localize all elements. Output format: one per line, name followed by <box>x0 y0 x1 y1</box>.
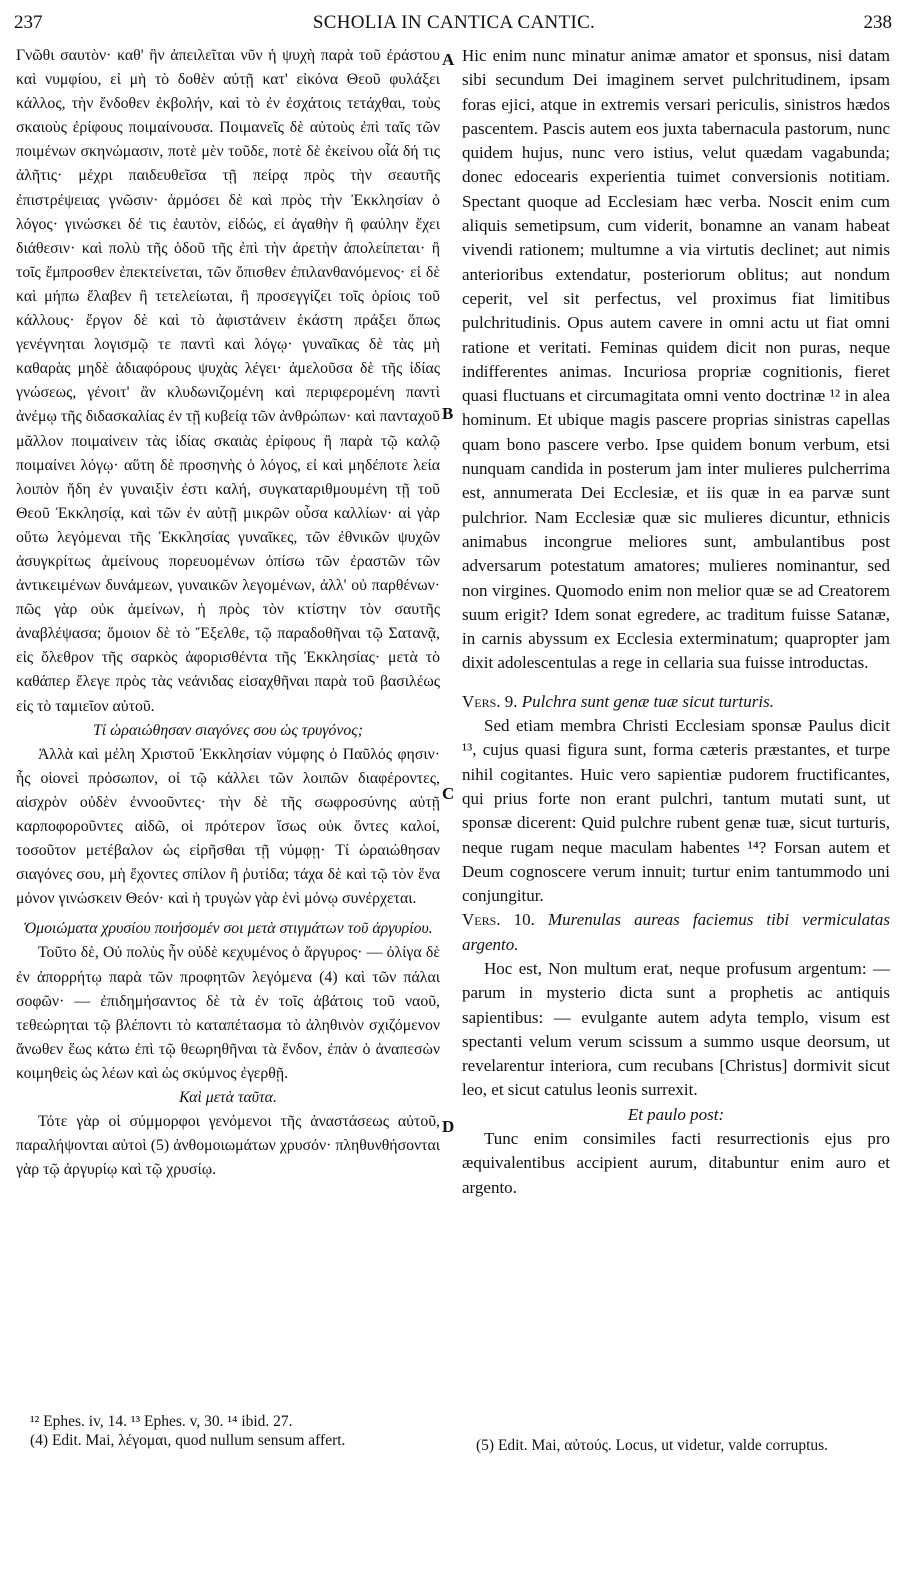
verse-10-text: Murenulas aureas faciemus tibi vermiculatas argento. <box>462 910 890 954</box>
verse-9-label: Vers. 9. <box>462 691 518 711</box>
page-number-left: 237 <box>14 12 43 33</box>
footnote-references: ¹² Ephes. iv, 14. ¹³ Ephes. v, 30. ¹⁴ ibid. 27. <box>30 1413 293 1430</box>
latin-column <box>462 44 890 1200</box>
verse-10-heading <box>462 908 890 957</box>
margin-marker-d: D <box>442 1117 455 1136</box>
footnote-4: (4) Edit. Mai, λέγομαι, quod nullum sensum affert. <box>30 1432 346 1449</box>
footnote-5: (5) Edit. Mai, αὐτούς. Locus, ut videtur, valde corruptus. <box>476 1437 829 1454</box>
greek-lemma-3: Καὶ μετὰ ταῦτα. <box>179 1089 277 1107</box>
verse-9-heading <box>462 690 890 714</box>
latin-paragraph-2: Sed etiam membra Christi Ecclesiam sponsæ Paulus dicit ¹³, cujus quasi figura sunt, forma cæteris præstantes, et turpe nihil cogitantes. Huic vero sapientiæ pudorem fructificantes, qui prius forte non erant pulchri, tantum mutati sunt, ut sponsæ dicerent: Quid pulchre rubent genæ tuæ, sicut turturis, neque rugam neque maculam habentes ¹⁴? Forsan autem et Deum cognoscere verum innuit; turtur enim tantummodo uni conjungitur. <box>462 716 890 906</box>
latin-paragraph-4: Tunc enim consimiles facti resurrectionis ejus pro æquivalentibus accipient aurum, ditabuntur enim auro et argento. <box>462 1129 890 1197</box>
greek-lemma-2: Ὁμοιώματα χρυσίου ποιήσομέν σοι μετὰ στιγμάτων τοῦ ἀργυρίου. <box>23 920 433 938</box>
footnotes-right <box>476 1436 886 1455</box>
latin-paragraph-3: Hoc est, Non multum erat, neque profusum argentum: — parum in mysterio dicta sunt a prophetis ac antiquis sapientibus: — evulgante autem adyta templo, visum est spectanti velum verum scissum a summo usque deorsum, ut revelarentur interiora, cum recubans [Christus] dormivit sicut leo, et sicut catulus leonis surrexit. <box>462 958 890 1100</box>
greek-paragraph-4: Τότε γὰρ οἱ σύμμορφοι γενόμενοι τῆς ἀναστάσεως αὐτοῦ, παραλήψονται αὐτοὶ (5) ἀνθομοιωμάτων χρυσόν· πληθυνθήσονται γὰρ τῷ ἀργυρίῳ καὶ τῷ χρυσίῳ. <box>16 1113 440 1179</box>
greek-lemma-1: Τί ὡραιώθησαν σιαγόνες σου ὡς τρυγόνος; <box>93 721 363 739</box>
latin-paragraph-1: Hic enim nunc minatur animæ amator et sponsus, nisi datam sibi secundum Dei imaginem servet pulchritudinem, ipsam foras ejici, atque in extremis versari periculis, sinistros hædos pascentem. Pascis autem eos juxta tabernacula pastorum, nunc quidem hujus, nunc vero istius, velut quædam vagabunda; donec edocearis experientia tuimet conversionis notitiam. Spectant quoque ad Ecclesiam hæc verba. Noscit enim cum aliquis semetipsum, cum viderit, bonamne an vanam habeat vivendi rationem; multumne a via virtutis declinet; aut nimis anterioribus extendatur, posteriorum oblitus; aut nondum ceperit, vel sit perfectus, vel proximus fiat limitibus pulchritudinis. Opus autem cavere in omni actu ut fiat omni ratione et veritati. Feminas quidem dicit non puras, neque indifferentes animas. Incuriosa propriæ cognitionis, fieret quasi fluctuans et circumagitata omni vento doctrinæ ¹² in alea hominum. Et ubique magis pascere proprias sinistras capellas quam bono pascere verbo. Ipse quidem bonum verbum, etsi nunquam candida in posterum jam inter mulieres pulcherrima est, annumerata Dei Ecclesiæ, et iis quæ in ea parvæ sunt pulchrior. Nam Ecclesiæ quæ sic mulieres dicuntur, ethnicis animabus incongrue meliores sunt, ambulantibus post adversarum potestatum amatores; mulieres nominantur, sed non virgines. Quomodo enim non melior quæ se ad Creatorem suum erigit? Idem sonat egredere, ac traditum fuisse Satanæ, in carnis abyssum ex Ecclesia exterminatum; quapropter jam dixit adolescentulas a rege in cellaria sua fuisse introductas. <box>462 46 890 673</box>
page-number-right: 238 <box>863 12 892 33</box>
margin-marker-b: B <box>442 404 454 423</box>
verse-10-label: Vers. 10. <box>462 910 535 930</box>
running-title: SCHOLIA IN CANTICA CANTIC. <box>312 12 596 33</box>
footnotes-left <box>30 1412 440 1450</box>
page-header <box>10 12 898 38</box>
greek-paragraph-3: Τοῦτο δὲ, Οὐ πολὺς ἦν οὐδὲ κεχυμένος ὁ ἄργυρος· — ὀλίγα δὲ ἐν ἀπορρήτῳ παρὰ τῶν προφητῶν λεγόμενα (4) καὶ τῶν πάλαι σοφῶν· — ἐπιδημήσαντος δὲ τὰ ἐν τοῖς ἀβάτοις τοῦ ναοῦ, τεθεώρηται τῷ βλέποντι τὸ καταπέτασμα τὸ ἀληθινὸν σχιζόμενον ἄνωθεν ἕως κάτω ἐπὶ τῷ θεωρηθῆναι τὰ ἔνδον, ἐπὰν ὁ ἀναπεσὼν κοιμηθεὶς ὡς λέων καὶ ὡς σκύμνος ἐγερθῇ. <box>16 944 440 1082</box>
greek-paragraph-2: Ἀλλὰ καὶ μέλη Χριστοῦ Ἐκκλησίαν νύμφης ὁ Παῦλός φησιν· ἧς οἱονεὶ πρόσωπον, οἱ τῷ κάλλει τῶν λοιπῶν διαφέροντες, αἰσχρὸν οὐδὲν ἐννοοῦντες· τὴν δὲ τῆς σωφροσύνης αὐτῇ καρποφοροῦντες αἰδῶ, οἱ πρότερον ἴσως οὐκ ὄντες καλοί, τοσοῦτον μετέβαλον ὡς εἰρῆσθαι τῇ νύμφῃ· Τί ὡραιώθησαν σιαγόνες σου, μὴ ἔχοντες σπίλον ἢ ῥυτίδα; τάχα δὲ καὶ τῷ τὸν ἕνα μόνον γινώσκειν Θεόν· καὶ ἡ τρυγὼν γὰρ ἑνὶ μόνῳ συνέρχεται. <box>16 745 440 908</box>
latin-lemma: Et paulo post: <box>627 1104 725 1124</box>
margin-marker-c: C <box>442 784 455 803</box>
verse-9-text: Pulchra sunt genæ tuæ sicut turturis. <box>521 691 774 711</box>
greek-column <box>16 44 440 1182</box>
margin-marker-a: A <box>442 50 455 69</box>
greek-paragraph-1: Γνῶθι σαυτὸν· καθ' ἣν ἀπειλεῖται νῦν ἡ ψυχὴ παρὰ τοῦ ἐράστου καὶ νυμφίου, εἰ μὴ τὸ δοθὲν αὐτῇ κατ' εἰκόνα Θεοῦ φυλάξει κάλλος, τὴν ἔνδοθεν ἐκβολήν, καὶ τὸ ἐν ἐσχάτοις τετάχθαι, τοὺς σκαιοὺς ἐρίφους ποιμαίνουσα. Ποιμανεῖς δὲ αὐτοὺς ἐπὶ ταῖς τῶν ποιμένων σκηνώμασιν, ποτὲ μὲν τοῦδε, ποτὲ δὲ ἐκείνου οἷά δή τις ἀλῆτις· μέχρι παιδευθεῖσα τῇ πείρᾳ πρὸς τὴν σεαυτῆς ἐπιστρέψειας γνῶσιν· ἁρμόσει δὲ καὶ πρὸς τὴν Ἐκκλησίαν ὁ λόγος· γινώσκει δέ τις ἑαυτὸν, εἰδώς, εἰ ἀγαθὴν ἢ φαύλην ἔχει διάθεσιν· καὶ πολὺ τῆς ὁδοῦ τῆς ἐπὶ τὴν ἀρετὴν ἀπολείπεται· ἢ τοῖς ἔμπροσθεν ἐπεκτείνεται, τῶν ὄπισθεν ἐπιλανθανόμενος· εἰ δὲ καὶ μήπω ἔλαβεν ἢ τετελείωται, ἢ προσεγγίζει τοῖς ὁρίοις τοῦ κάλλους· ἔργον δὲ καὶ τὸ ἀφιστάνειν ἑκάστη πράξει ὅπως γενέγνηται λογισμῷ τε παντὶ καὶ λόγῳ· γυναῖκας δὲ τὰς μὴ καθαρὰς μηδὲ ἀδιαφόρους ψυχὰς λέγει· ἀμελοῦσα δὲ τῆς ἰδίας γνώσεως, γένοιτ' ἂν κλυδωνιζομένη καὶ περιφερομένη παντὶ ἀνέμῳ τῆς διδασκαλίας ἐν τῇ κυβείᾳ τῶν ἀνθρώπων· καὶ πανταχοῦ μᾶλλον ποιμαίνειν τὰς ἰδίας σκαιὰς ἐρίφους ἢ παρὰ τῷ καλῷ ποιμαίνει λόγῳ· αὕτη δὲ προσηνὴς ὁ λόγος, εἰ καὶ μηδέποτε λεία λοιπὸν ἤδη ἐν γυναιξὶν ἐστι καλή, συγκαταριθμουμένη τῇ τοῦ Θεοῦ Ἐκκλησίᾳ, καὶ τῶν ἐν αὐτῇ μικρῶν οὖσα καλλίων· αἱ γὰρ οὕτω λεγόμεναι τῆς Ἐκκλησίας γυναῖκες, τῶν ἐθνικῶν ψυχῶν ἀσυγκρίτως ἀμείνους πορευομένων ὀπίσω τῶν ἐραστῶν τῶν ἀντικειμένων δυνάμεων, γυναικῶν λεγομένων, ἀλλ' οὐ παρθένων· πῶς γὰρ οὐκ ἀμείνων, ἡ πρὸς τὸν κτίστην τὸν σαυτῆς ἀναβλέψασα; ὅμοιον δὲ τὸ Ἔξελθε, τῷ παραδοθῆναι τῷ Σατανᾷ, εἰς ὄλεθρον τῆς σαρκὸς ἀφορισθέντα τῆς Ἐκκλησίας· μετὰ τὸ καθάπερ ἔλεγε πρὸς τὰς νεάνιδας εἰσαχθῆναι παρὰ τοῦ βασιλέως εἰς τὸ ταμιεῖον αὐτοῦ. <box>16 47 440 715</box>
